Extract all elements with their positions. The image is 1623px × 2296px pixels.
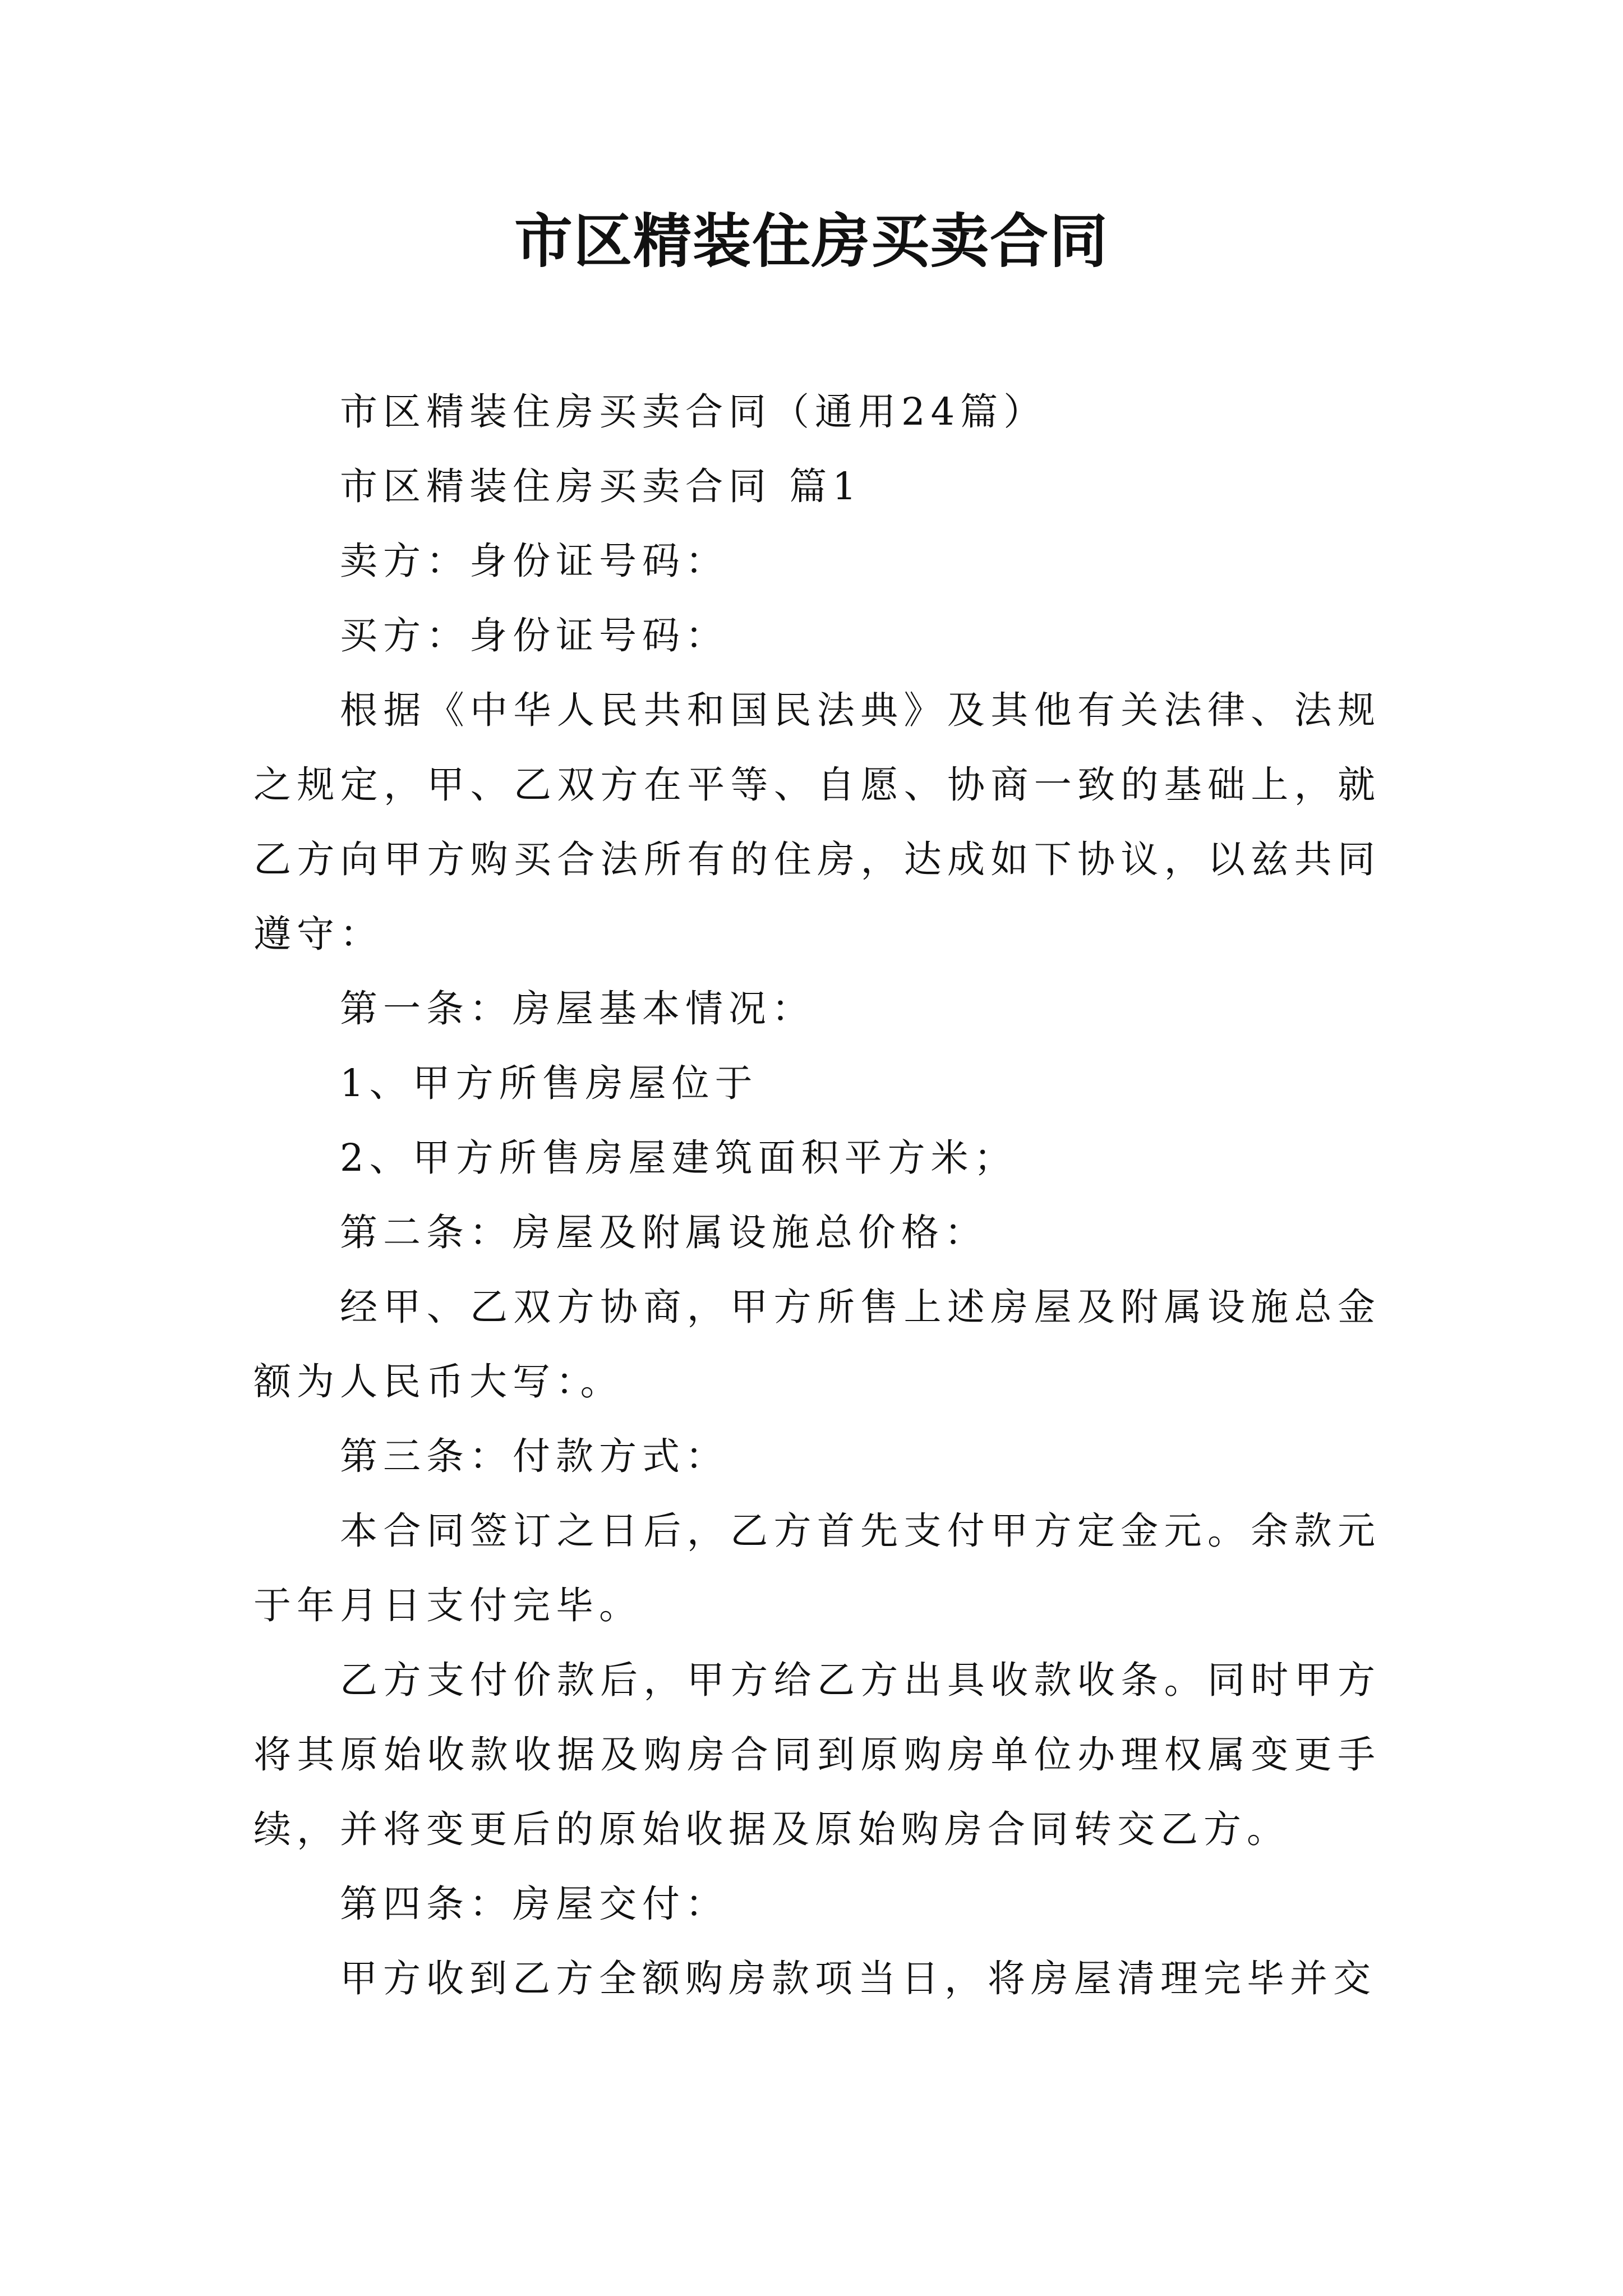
paragraph-payment: 本合同签订之日后，乙方首先支付甲方定金元。余款元于年月日支付完毕。 xyxy=(253,1509,1381,1627)
paragraph-subtitle: 市区精装住房买卖合同（通用24篇） xyxy=(340,390,1047,434)
paragraph-buyer: 买方：身份证号码： xyxy=(340,614,728,657)
paragraph-part-heading: 市区精装住房买卖合同 篇1 xyxy=(340,464,862,508)
paragraph-receipt: 乙方支付价款后，甲方给乙方出具收款收条。同时甲方将其原始收款收据及购房合同到原购房单位办理权属变更手续，并将变更后的原始收据及原始购房合同转交乙方。 xyxy=(253,1658,1381,1851)
paragraph-item-2: 2、甲方所售房屋建筑面积平方米； xyxy=(340,1136,1017,1180)
paragraph-article-3: 第三条：付款方式： xyxy=(340,1434,728,1478)
paragraph-price: 经甲、乙双方协商，甲方所售上述房屋及附属设施总金额为人民币大写：。 xyxy=(253,1285,1381,1404)
paragraph-preamble: 根据《中华人民共和国民法典》及其他有关法律、法规之规定，甲、乙双方在平等、自愿、协商一致的基础上，就乙方向甲方购买合法所有的住房，达成如下协议，以兹共同遵守： xyxy=(253,688,1381,956)
paragraph-article-2: 第二条：房屋及附属设施总价格： xyxy=(340,1211,988,1254)
paragraph-delivery: 甲方收到乙方全额购房款项当日，将房屋清理完毕并交 xyxy=(340,1957,1376,2000)
paragraph-seller: 卖方：身份证号码： xyxy=(340,539,728,583)
paragraph-article-4: 第四条：房屋交付： xyxy=(340,1882,728,1926)
document-body xyxy=(253,375,1381,2016)
document-title: 市区精装住房买卖合同 xyxy=(514,206,1109,275)
paragraph-article-1: 第一条：房屋基本情况： xyxy=(340,987,815,1030)
paragraph-item-1: 1、甲方所售房屋位于 xyxy=(340,1061,758,1105)
